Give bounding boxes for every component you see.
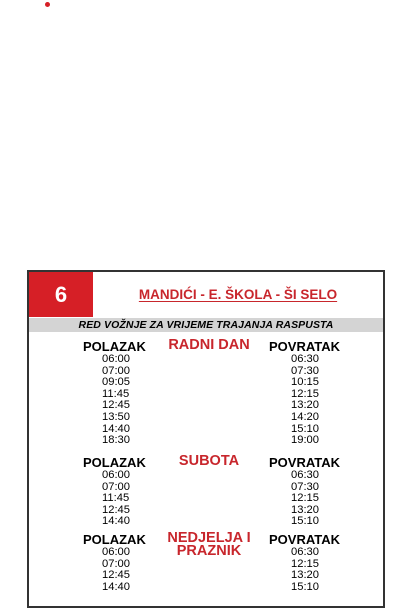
time-entry: 15:10 [291, 580, 319, 593]
time-entry: 13:20 [291, 503, 319, 516]
time-entry: 07:00 [102, 557, 130, 570]
departure-times [102, 470, 130, 528]
time-entry: 06:00 [102, 546, 130, 558]
time-entry: 13:20 [291, 399, 319, 412]
time-entry: 07:00 [102, 480, 130, 493]
time-entry: 12:15 [291, 387, 319, 400]
bullet-dot [45, 2, 50, 7]
return-header: POVRATAK [269, 455, 341, 470]
time-entry: 15:10 [291, 422, 319, 435]
route-number-badge: 6 [29, 272, 93, 317]
time-entry: 12:15 [291, 557, 319, 570]
time-entry: 15:10 [291, 515, 319, 528]
departure-header: POLAZAK [83, 339, 146, 354]
time-entry: 12:45 [102, 503, 130, 516]
timetable-card [27, 270, 385, 608]
time-entry: 07:00 [102, 364, 130, 377]
return-times [291, 354, 319, 447]
time-entry: 13:20 [291, 569, 319, 582]
return-times [291, 547, 319, 593]
time-entry: 06:30 [291, 353, 319, 365]
time-entry: 07:30 [291, 364, 319, 377]
departure-header: POLAZAK [83, 532, 146, 547]
time-entry: 06:30 [291, 546, 319, 558]
time-entry: 14:40 [102, 515, 130, 528]
time-entry: 19:00 [291, 434, 319, 447]
return-times [291, 470, 319, 528]
time-entry: 06:00 [102, 469, 130, 481]
route-title[interactable]: MANDIĆI - E. ŠKOLA - ŠI SELO [138, 287, 338, 302]
time-entry: 11:45 [102, 387, 130, 400]
departure-header: POLAZAK [83, 455, 146, 470]
time-entry: 09:05 [102, 376, 130, 389]
time-entry: 14:40 [102, 422, 130, 435]
timetable-subtitle: RED VOŽNJE ZA VRIJEME TRAJANJA RASPUSTA [29, 318, 383, 332]
section-title: NEDJELJA I PRAZNIK [167, 530, 251, 559]
departure-times [102, 547, 130, 593]
time-entry: 12:45 [102, 569, 130, 582]
time-entry: 12:45 [102, 399, 130, 412]
time-entry: 13:50 [102, 410, 130, 423]
section-title: RADNI DAN [168, 337, 250, 353]
time-entry: 14:40 [102, 580, 130, 593]
time-entry: 06:30 [291, 469, 319, 481]
return-header: POVRATAK [269, 532, 341, 547]
time-entry: 11:45 [102, 492, 130, 505]
time-entry: 14:20 [291, 410, 319, 423]
departure-times [102, 354, 130, 447]
time-entry: 12:15 [291, 492, 319, 505]
section-title: SUBOTA [178, 453, 240, 469]
time-entry: 18:30 [102, 434, 130, 447]
time-entry: 07:30 [291, 480, 319, 493]
time-entry: 10:15 [291, 376, 319, 389]
time-entry: 06:00 [102, 353, 130, 365]
return-header: POVRATAK [269, 339, 341, 354]
